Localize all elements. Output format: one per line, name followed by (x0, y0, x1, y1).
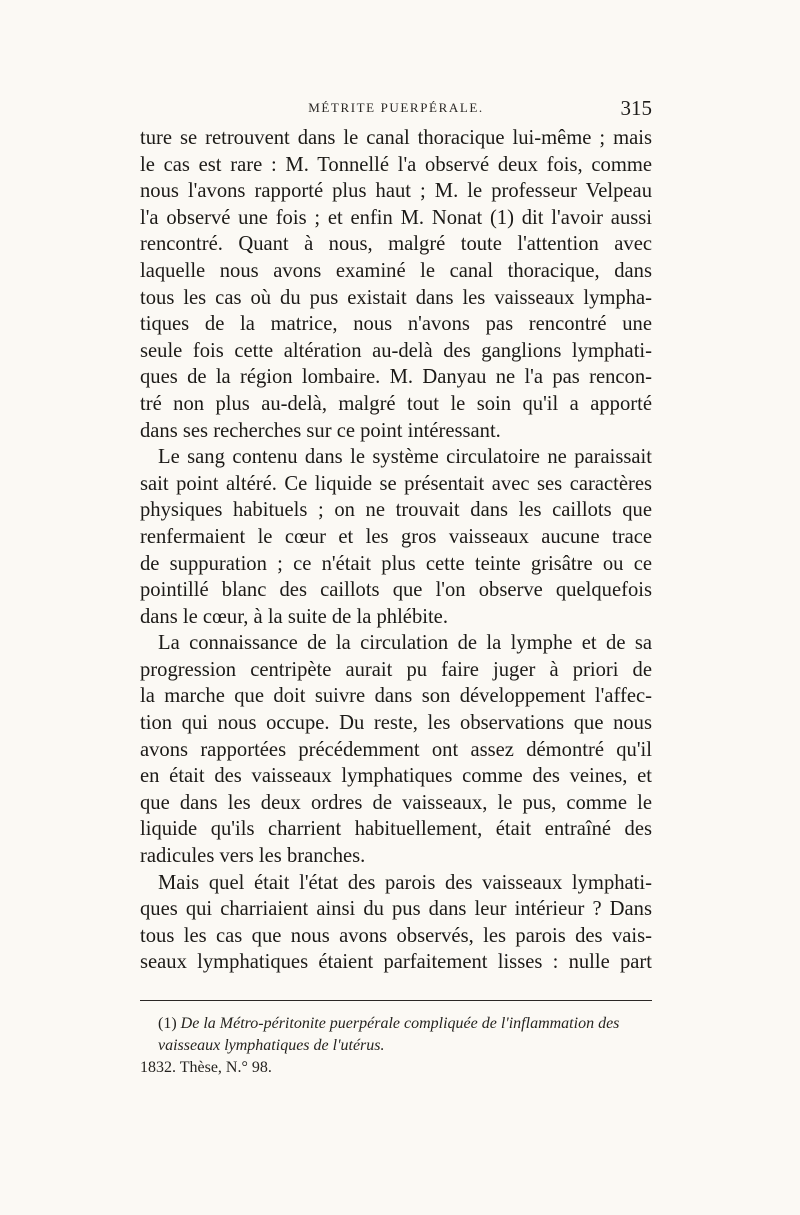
text-line: que dans les deux ordres de vaisseaux, le pus, comme le (140, 791, 652, 814)
text-line: tion qui nous occupe. Du reste, les observations que nous (140, 712, 652, 735)
text-line: dans ses recherches sur ce point intéressant. (140, 419, 501, 442)
footnote-rule (140, 1000, 652, 1001)
text-line: en était des vaisseaux lymphatiques comme des veines, et (140, 765, 652, 788)
text-line: sait point altéré. Ce liquide se présentait avec ses caractères (140, 472, 652, 495)
footnote-title: De la Métro-péritonite puerpérale compliquée de l'inflammation des vaisseaux lymphatiques de l'utérus. (158, 1015, 620, 1054)
text-line: tous les cas où du pus existait dans les vaisseaux lympha- (140, 286, 652, 309)
text-line: ques qui charriaient ainsi du pus dans leur intérieur ? Dans (140, 898, 652, 921)
text-line: physiques habituels ; on ne trouvait dans les caillots que (140, 499, 652, 522)
text-line: le cas est rare : M. Tonnellé l'a observé deux fois, comme (140, 153, 652, 176)
text-line: liquide qu'ils charrient habituellement, était entraîné des (140, 818, 652, 841)
text-line: Mais quel était l'état des parois des vaisseaux lymphati- (158, 871, 652, 894)
text-line: seaux lymphatiques étaient parfaitement lisses : nulle part (140, 951, 652, 974)
text-line: tous les cas que nous avons observés, les parois des vais- (140, 924, 652, 947)
text-line: radicules vers les branches. (140, 845, 366, 868)
text-line: l'a observé une fois ; et enfin M. Nonat (1) dit l'avoir aussi (140, 206, 652, 229)
text-line: tré non plus au-delà, malgré tout le soin qu'il a apporté (140, 392, 652, 415)
text-line: laquelle nous avons examiné le canal thoracique, dans (140, 259, 652, 282)
text-line: dans le cœur, à la suite de la phlébite. (140, 605, 448, 628)
text-line: pointillé blanc des caillots que l'on observe quelquefois (140, 579, 652, 602)
text-line: renfermaient le cœur et les gros vaisseaux aucune trace (140, 525, 652, 548)
footnote (140, 1013, 652, 1079)
page-header (140, 96, 652, 122)
running-head: MÉTRITE PUERPÉRALE. (308, 100, 484, 115)
footnote-line (140, 1057, 652, 1079)
text-line: tiques de la matrice, nous n'avons pas rencontré une (140, 313, 652, 336)
footnote-line (140, 1013, 652, 1057)
text-line: La connaissance de la circulation de la lymphe et de sa (158, 632, 652, 655)
footnote-citation: 1832. Thèse, N.° 98. (140, 1059, 272, 1076)
footnote-marker: (1) (158, 1015, 177, 1032)
text-line: ques de la région lombaire. M. Danyau ne l'a pas rencon- (140, 366, 652, 389)
text-line: ture se retrouvent dans le canal thoracique lui-même ; mais (140, 127, 652, 149)
text-line: Le sang contenu dans le système circulatoire ne paraissait (158, 446, 652, 469)
text-line: la marche que doit suivre dans son développement l'affec- (140, 685, 652, 708)
text-line: nous l'avons rapporté plus haut ; M. le professeur Velpeau (140, 180, 652, 203)
page-number: 315 (620, 96, 652, 120)
body-text (140, 125, 652, 976)
text-line: de suppuration ; ce n'était plus cette teinte grisâtre ou ce (140, 552, 652, 575)
text-line: rencontré. Quant à nous, malgré toute l'attention avec (140, 233, 652, 256)
text-line: seule fois cette altération au-delà des ganglions lymphati- (140, 339, 652, 362)
text-line: progression centripète aurait pu faire juger à priori de (140, 658, 652, 681)
text-line: avons rapportées précédemment ont assez démontré qu'il (140, 738, 652, 761)
